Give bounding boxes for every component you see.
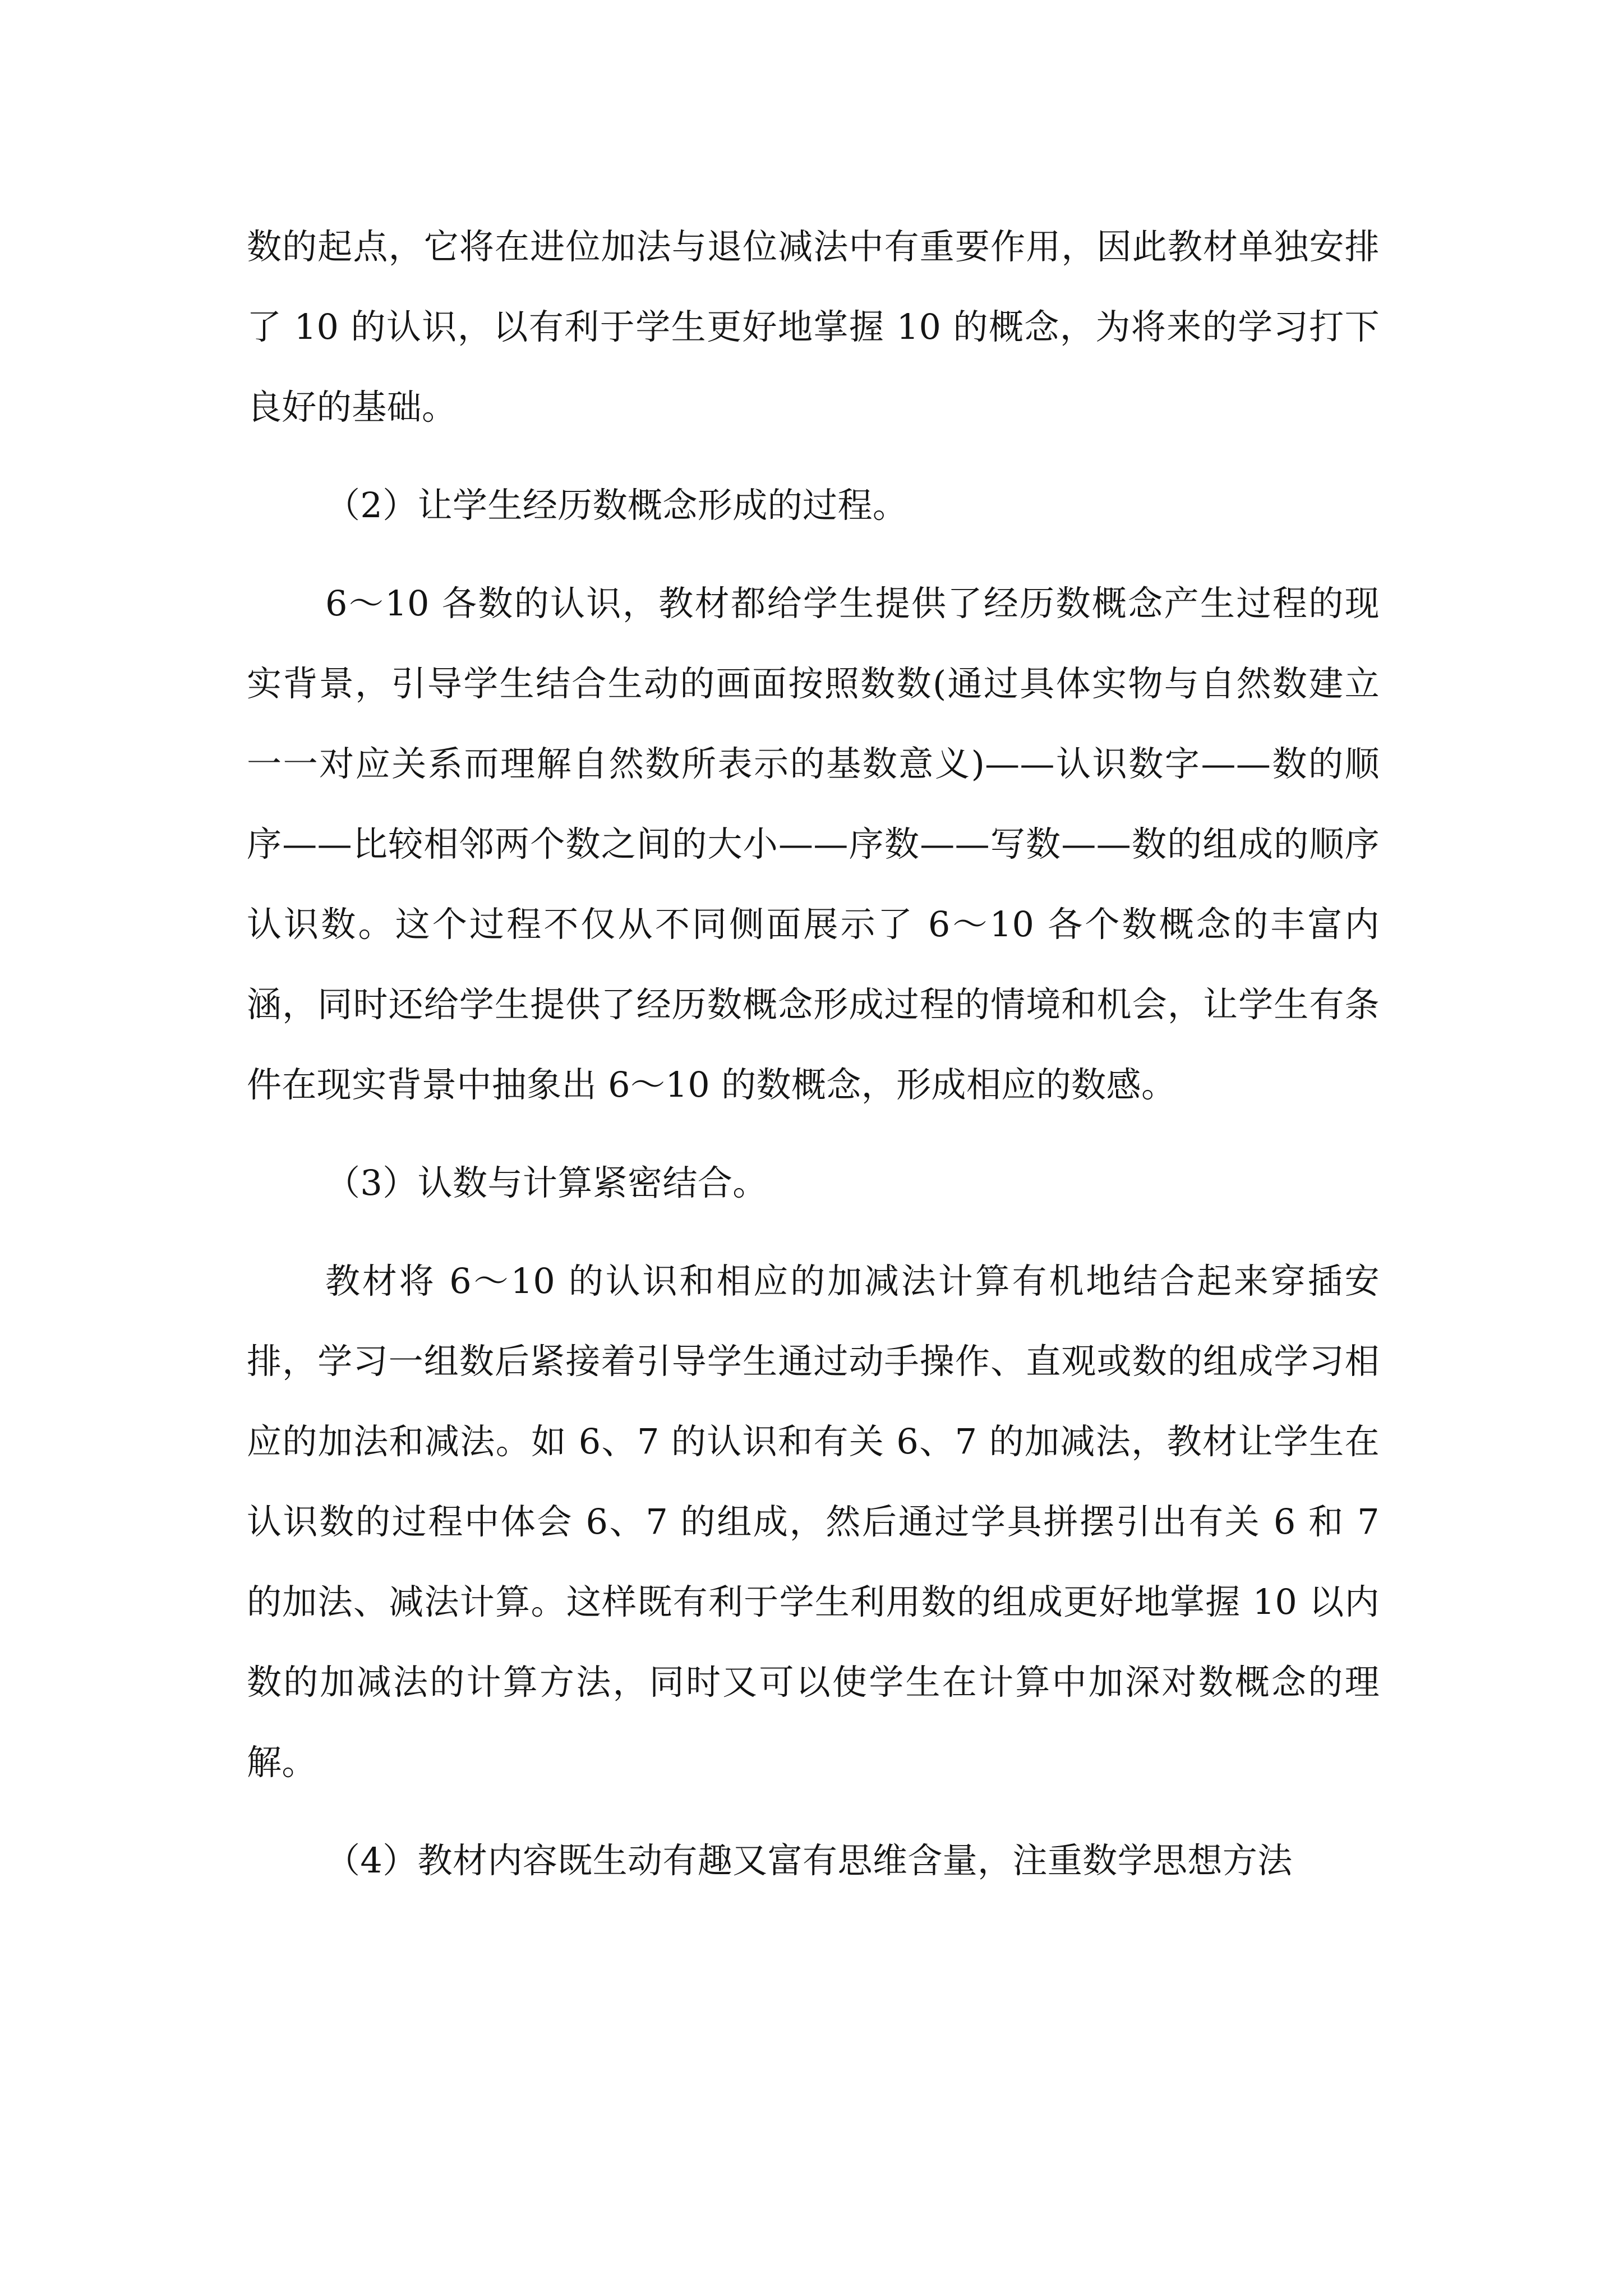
paragraph-continuation: 数的起点，它将在进位加法与退位减法中有重要作用，因此教材单独安排了 10 的认识，以有利于学生更好地掌握 10 的概念，为将来的学习打下良好的基础。 [247, 226, 1380, 427]
paragraph-number-calculation: 教材将 6～10 的认识和相应的加减法计算有机地结合起来穿插安排，学习一组数后紧接着引导学生通过动手操作、直观或数的组成学习相应的加法和减法。如 6、7 的认识和有关 6、7 的加减法，教材让学生在认识数的过程中体会 6、7 的组成，然后通过学具拼摆引出有关 6 和 7 的加法、减法计算。这样既有利于学生利用数的组成更好地掌握 10 以内数的加减法的计算方法，同时又可以使学生在计算中加深对数概念的理解。 [247, 1260, 1380, 1783]
paragraph-heading-2: （2）让学生经历数概念形成的过程。 [325, 485, 908, 526]
body-text [247, 206, 1380, 1901]
paragraph-number-concept: 6～10 各数的认识，教材都给学生提供了经历数概念产生过程的现实背景，引导学生结合生动的画面按照数数(通过具体实物与自然数建立一一对应关系而理解自然数所表示的基数意义)——认识数字——数的顺序——比较相邻两个数之间的大小——序数——写数——数的组成的顺序认识数。这个过程不仅从不同侧面展示了 6～10 各个数概念的丰富内涵，同时还给学生提供了经历数概念形成过程的情境和机会，让学生有条件在现实背景中抽象出 6～10 的数概念，形成相应的数感。 [247, 583, 1380, 1105]
paragraph-heading-3: （3）认数与计算紧密结合。 [325, 1162, 768, 1203]
paragraph-heading-4: （4）教材内容既生动有趣又富有思维含量，注重数学思想方法 [325, 1840, 1293, 1881]
